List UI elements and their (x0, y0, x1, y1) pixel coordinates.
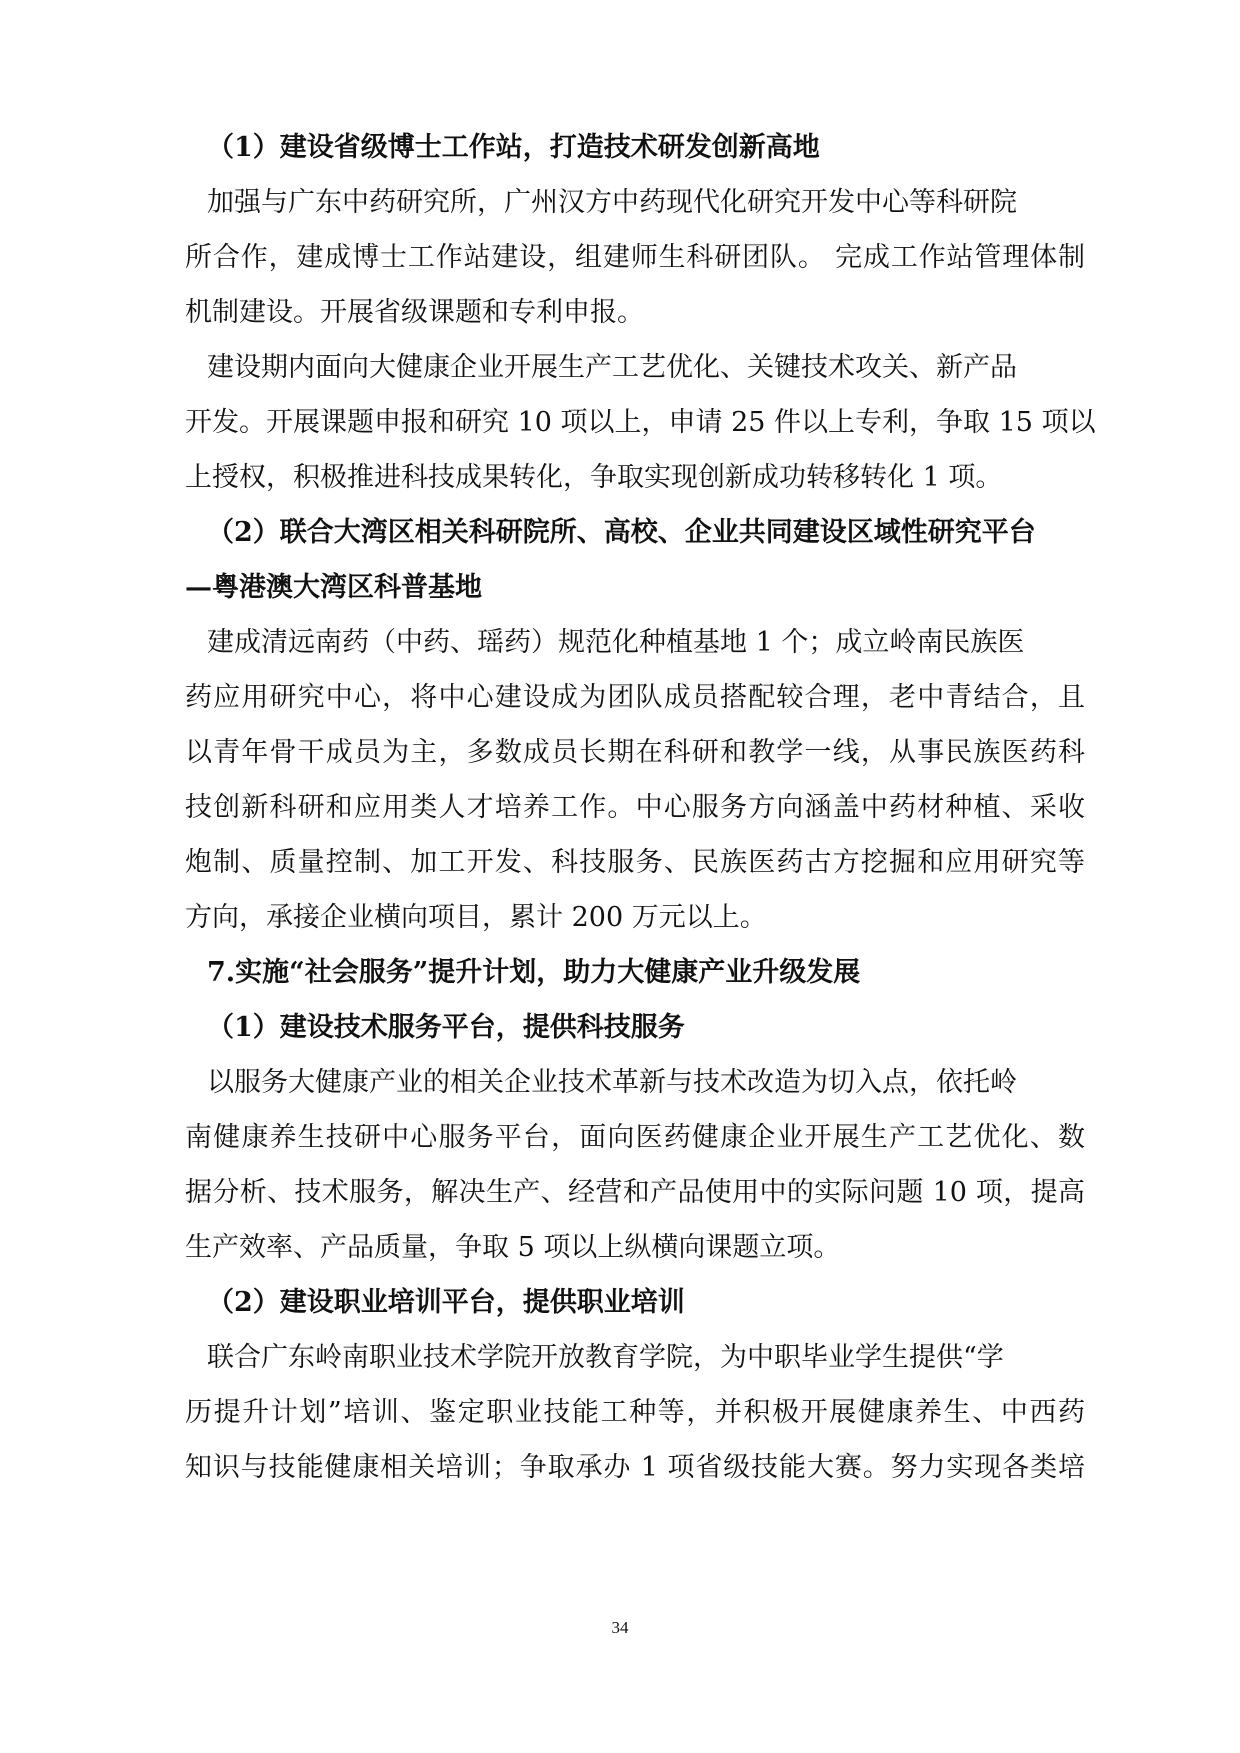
paragraph-line: 知识与技能健康相关培训；争取承办 1 项省级技能大赛。努力实现各类培 (185, 1452, 1085, 1483)
page-number: 34 (611, 1618, 629, 1637)
section-heading-doctoral-station: （1）建设省级博士工作站，打造技术研发创新高地 (207, 132, 820, 163)
paragraph-line: 联合广东岭南职业技术学院开放教育学院，为中职毕业学生提供“学 (207, 1342, 1004, 1373)
section-heading-vocational-training: （2）建设职业培训平台，提供职业培训 (207, 1287, 685, 1318)
paragraph-line: 方向，承接企业横向项目，累计 200 万元以上。 (185, 902, 767, 933)
paragraph-line: 加强与广东中药研究所，广州汉方中药现代化研究开发中心等科研院 (207, 187, 1017, 218)
paragraph-line: 开发。开展课题申报和研究 10 项以上，申请 25 件以上专利，争取 15 项以 (185, 407, 1096, 438)
paragraph-line: 上授权，积极推进科技成果转化，争取实现创新成功转移转化 1 项。 (185, 462, 1003, 493)
paragraph-line: 药应用研究中心，将中心建设成为团队成员搭配较合理，老中青结合，且 (185, 682, 1085, 713)
section-heading-greater-bay-platform-cont: —粤港澳大湾区科普基地 (185, 572, 482, 603)
paragraph-line: 所合作，建成博士工作站建设，组建师生科研团队。 完成工作站管理体制 (185, 242, 1085, 273)
paragraph-line: 建成清远南药（中药、瑶药）规范化种植基地 1 个；成立岭南民族医 (207, 627, 1025, 658)
paragraph-line: 技创新科研和应用类人才培养工作。中心服务方向涵盖中药材种植、采收 (185, 792, 1085, 823)
paragraph-line: 南健康养生技研中心服务平台，面向医药健康企业开展生产工艺优化、数 (185, 1122, 1085, 1153)
paragraph-line: 机制建设。开展省级课题和专利申报。 (185, 297, 644, 328)
section-heading-tech-service: （1）建设技术服务平台，提供科技服务 (207, 1012, 685, 1043)
section-heading-greater-bay-platform: （2）联合大湾区相关科研院所、高校、企业共同建设区域性研究平台 (207, 517, 1036, 548)
paragraph-line: 建设期内面向大健康企业开展生产工艺优化、关键技术攻关、新产品 (207, 352, 1017, 383)
paragraph-line: 据分析、技术服务，解决生产、经营和产品使用中的实际问题 10 项，提高 (185, 1177, 1085, 1208)
paragraph-line: 以服务大健康产业的相关企业技术革新与技术改造为切入点，依托岭 (207, 1067, 1017, 1098)
paragraph-line: 炮制、质量控制、加工开发、科技服务、民族医药古方挖掘和应用研究等 (185, 847, 1085, 878)
paragraph-line: 生产效率、产品质量，争取 5 项以上纵横向课题立项。 (185, 1232, 841, 1263)
chapter-heading-social-service: 7.实施“社会服务”提升计划，助力大健康产业升级发展 (207, 957, 861, 988)
paragraph-line: 以青年骨干成员为主，多数成员长期在科研和教学一线，从事民族医药科 (185, 737, 1085, 768)
paragraph-line: 历提升计划”培训、鉴定职业技能工种等，并积极开展健康养生、中西药 (185, 1397, 1085, 1428)
